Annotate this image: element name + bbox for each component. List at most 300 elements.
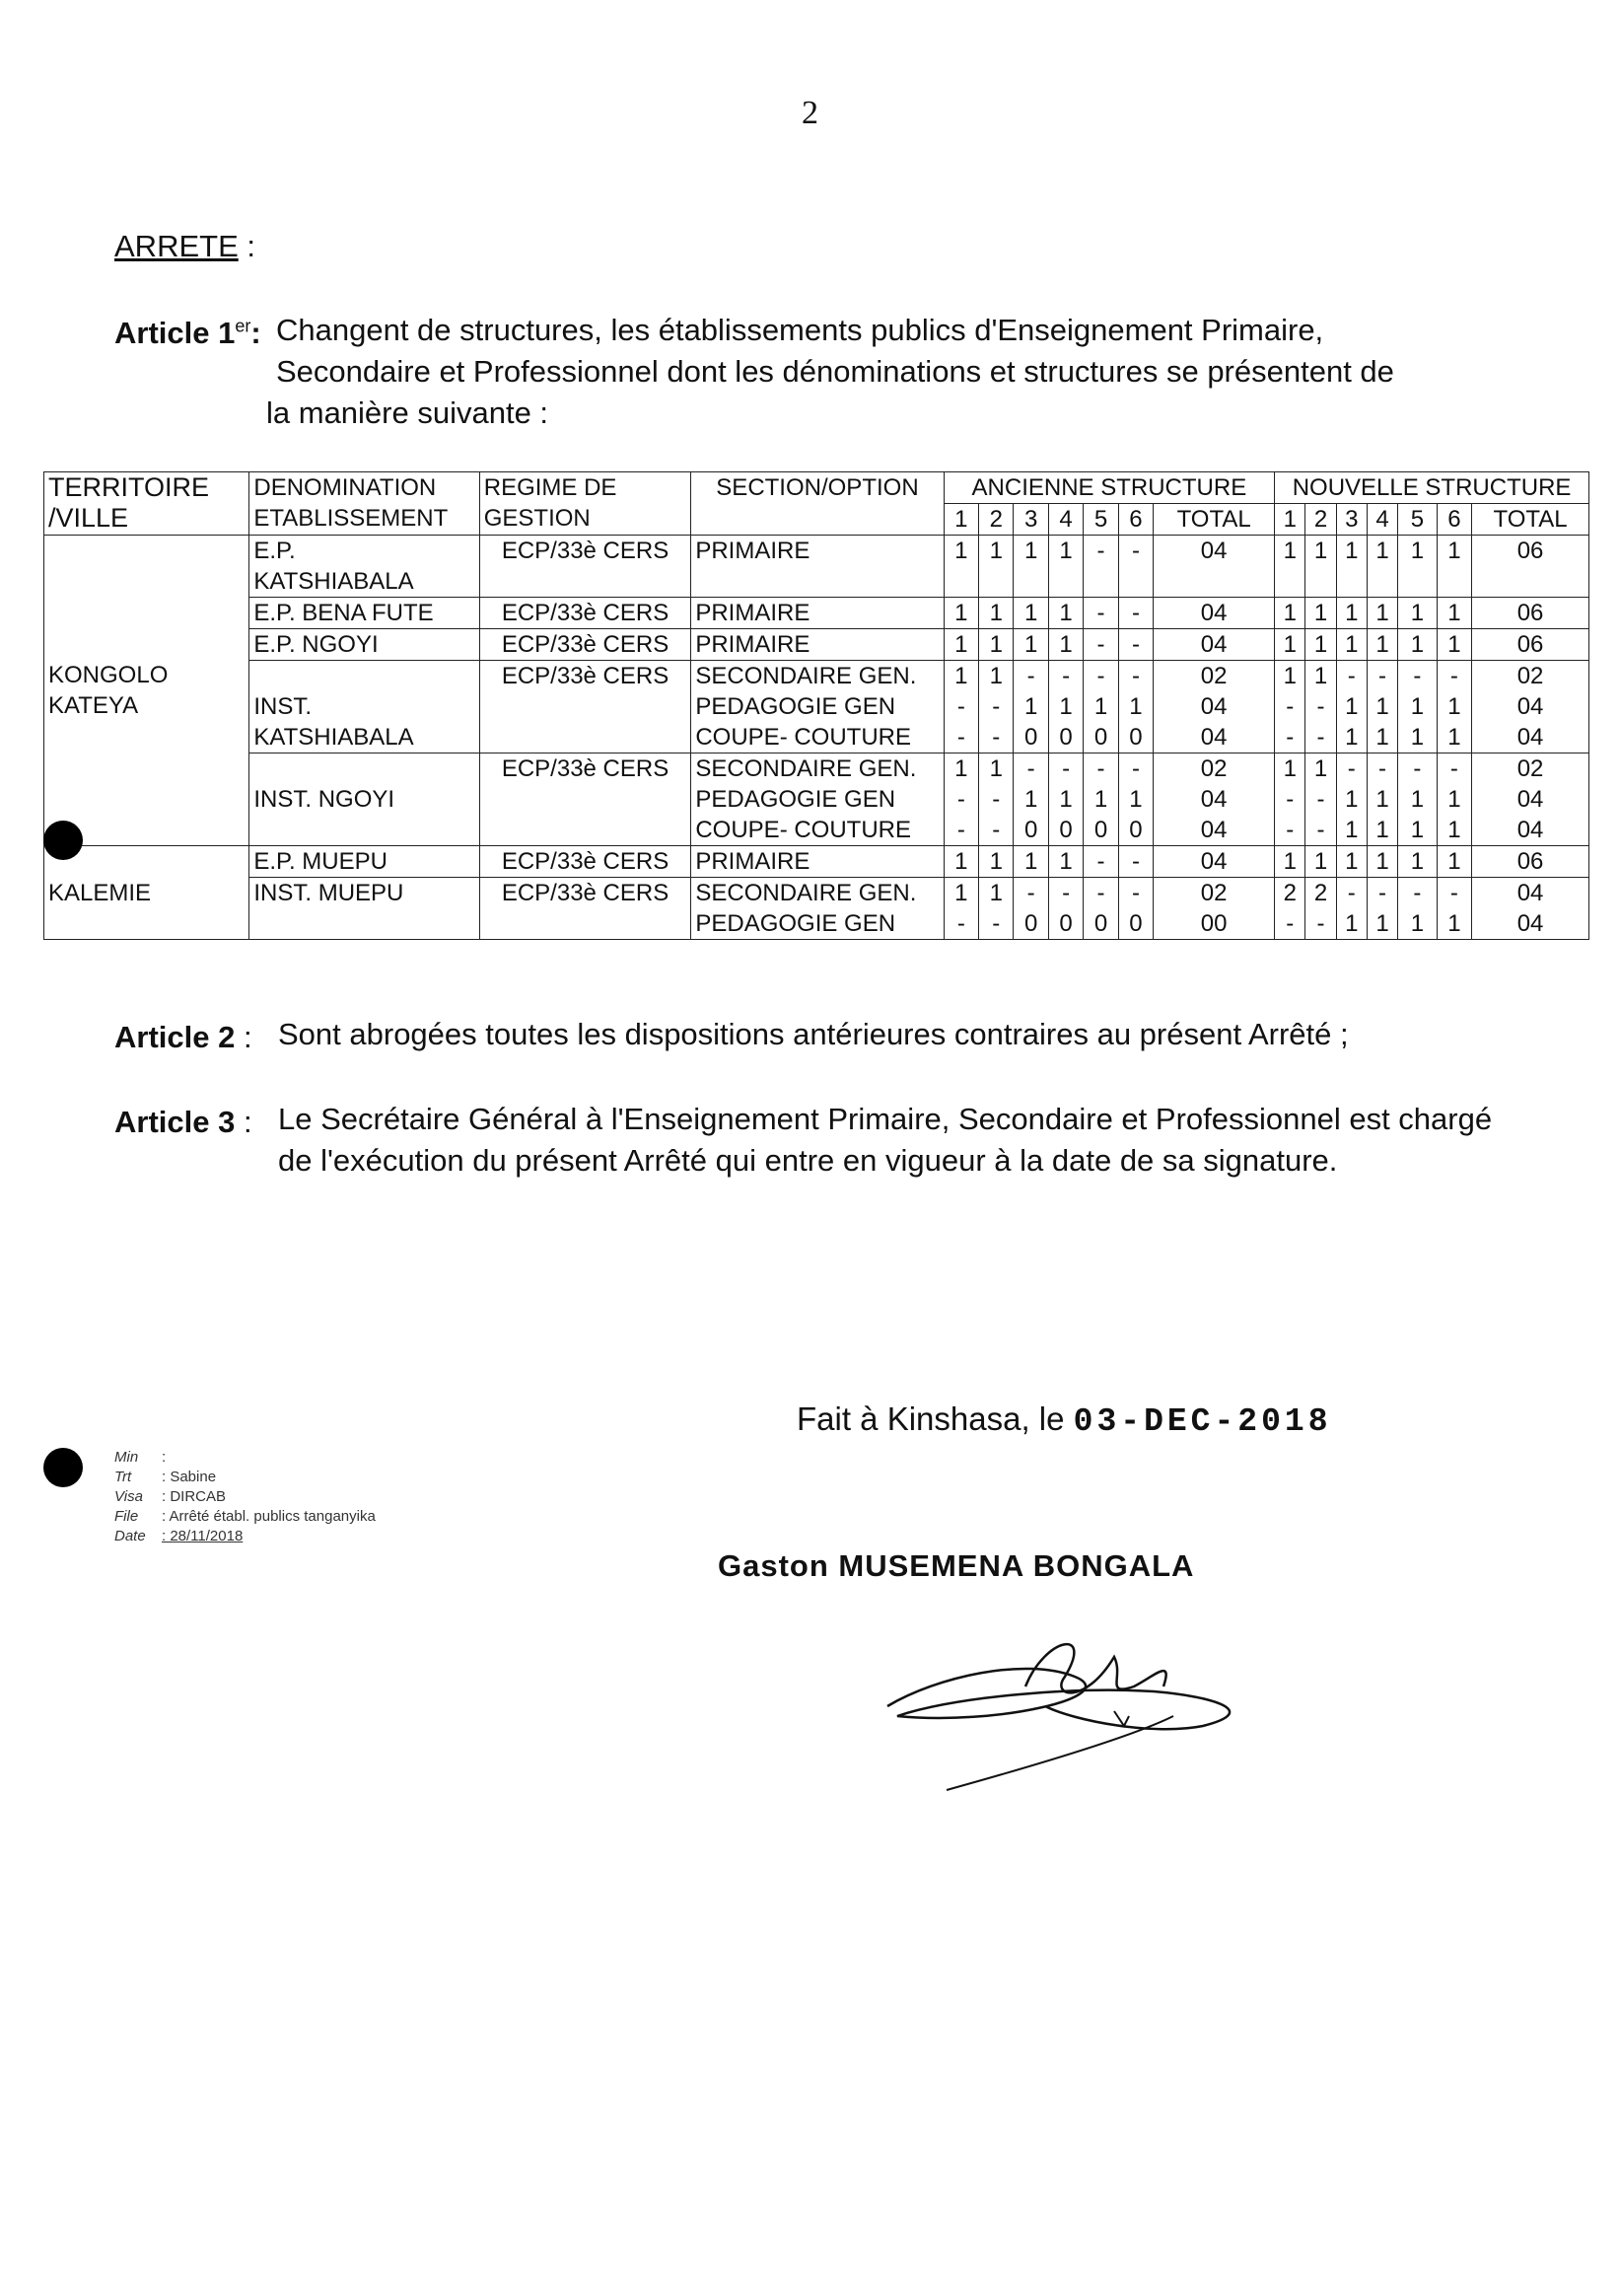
territoire-cell-line: KALEMIE: [48, 879, 152, 906]
nouvelle-year-cell-line: 1: [1345, 631, 1359, 658]
ancienne-year-cell-line: -: [992, 786, 1001, 813]
section-cell-line: PEDAGOGIE GEN: [695, 693, 896, 720]
ancienne-year-cell: [1118, 661, 1153, 753]
nouvelle-year-cell-line: 1: [1375, 848, 1389, 875]
nouvelle-year-cell-line: 1: [1410, 848, 1425, 875]
ancienne-year-cell-line: 1: [989, 755, 1003, 782]
nouvelle-year-cell-line: 1: [1345, 724, 1359, 751]
ancienne-year-cell-line: -: [1096, 663, 1105, 689]
ancienne-year-cell-line: -: [956, 724, 965, 751]
ancienne-year-cell-line: -: [1131, 631, 1140, 658]
ancienne-year-cell: [1048, 629, 1083, 661]
ancienne-year-cell: [979, 536, 1014, 598]
note-value: : Sabine: [162, 1469, 217, 1485]
nouvelle-year-cell-line: 1: [1375, 693, 1389, 720]
ancienne-year-cell-line: -: [1131, 663, 1140, 689]
nouvelle-year-cell: [1336, 753, 1367, 846]
ancienne-year-cell-line: 1: [989, 538, 1003, 564]
nouvelle-year-cell: [1367, 878, 1397, 940]
section-cell: [691, 598, 944, 629]
nouvelle-year-cell-line: 1: [1375, 600, 1389, 626]
denomination-cell: [249, 661, 479, 753]
note-key: Min: [114, 1449, 139, 1466]
ancienne-year-cell-line: 0: [1024, 817, 1038, 843]
ancienne-year-cell: [1014, 661, 1048, 753]
nouvelle-year-cell-line: 1: [1345, 538, 1359, 564]
header-text: REGIME DE: [483, 474, 617, 501]
signature-image: [878, 1617, 1272, 1795]
ancienne-year-cell-line: -: [956, 786, 965, 813]
ancienne-year-cell: [1048, 598, 1083, 629]
regime-cell: ECP/33è CERS: [479, 846, 691, 878]
section-cell: [691, 753, 944, 846]
ancienne-year-cell-line: 1: [989, 663, 1003, 689]
section-cell: [691, 878, 944, 940]
ancienne-year-cell: [1048, 661, 1083, 753]
article3-label: [114, 1105, 252, 1140]
nouvelle-year-cell: [1398, 598, 1438, 629]
nouvelle-year-cell: [1367, 753, 1397, 846]
nouvelle-year-cell-line: -: [1316, 786, 1325, 813]
article1-label-colon: :: [250, 316, 261, 350]
nouvelle-year-cell-line: 1: [1447, 693, 1461, 720]
ancienne-year-cell: [979, 878, 1014, 940]
nouvelle-year-cell-line: 1: [1375, 817, 1389, 843]
denomination-cell-line: INST.: [253, 693, 313, 720]
note-value: : Arrêté établ. publics tanganyika: [162, 1508, 376, 1525]
nouvelle-year-cell-line: 2: [1313, 880, 1328, 906]
nouvelle-year-cell: [1275, 536, 1305, 598]
nouvelle-total-cell-line: 04: [1516, 724, 1544, 751]
nouvelle-total-cell: [1472, 629, 1589, 661]
denomination-cell: [249, 753, 479, 846]
ancienne-year-cell-line: 1: [1093, 786, 1108, 813]
header-year-col: 2: [979, 504, 1014, 536]
ancienne-year-cell-line: -: [1131, 600, 1140, 626]
ancienne-year-cell-line: 1: [1059, 600, 1073, 626]
denomination-cell-line: KATSHIABALA: [253, 568, 414, 595]
ancienne-year-cell-line: 1: [989, 848, 1003, 875]
ancienne-year-cell-line: 1: [1129, 693, 1143, 720]
nouvelle-year-cell-line: 1: [1283, 755, 1297, 782]
nouvelle-year-cell-line: -: [1286, 786, 1295, 813]
ancienne-total-cell: [1154, 753, 1275, 846]
ancienne-year-cell-line: 1: [1024, 693, 1038, 720]
date-stamp: 03-DEC-2018: [1073, 1403, 1332, 1440]
article3-line: de l'exécution du présent Arrêté qui entre en vigueur à la date de sa signature.: [278, 1143, 1338, 1178]
ancienne-year-cell-line: 1: [1129, 786, 1143, 813]
regime-cell: ECP/33è CERS: [479, 598, 691, 629]
table-row: [44, 536, 1589, 598]
header-ancienne: ANCIENNE STRUCTURE: [944, 472, 1275, 504]
nouvelle-year-cell: [1305, 753, 1336, 846]
ancienne-year-cell-line: 0: [1093, 910, 1108, 937]
nouvelle-year-cell-line: 1: [1313, 755, 1328, 782]
article1-line: Changent de structures, les établissements publics d'Enseignement Primaire,: [276, 313, 1324, 347]
nouvelle-year-cell: [1305, 878, 1336, 940]
ancienne-year-cell: [979, 753, 1014, 846]
ancienne-year-cell: [1118, 846, 1153, 878]
denomination-cell: [249, 536, 479, 598]
nouvelle-year-cell-line: -: [1316, 693, 1325, 720]
footer-note: [114, 1507, 376, 1527]
nouvelle-year-cell-line: 1: [1313, 538, 1328, 564]
nouvelle-year-cell-line: -: [1286, 693, 1295, 720]
ancienne-year-cell: [979, 661, 1014, 753]
section-cell-line: PRIMAIRE: [695, 600, 810, 626]
ancienne-year-cell-line: -: [1062, 755, 1071, 782]
nouvelle-year-cell-line: 1: [1313, 600, 1328, 626]
table-body: [44, 536, 1589, 940]
ancienne-year-cell-line: -: [992, 817, 1001, 843]
nouvelle-year-cell: [1398, 878, 1438, 940]
nouvelle-year-cell: [1398, 661, 1438, 753]
nouvelle-year-cell-line: 1: [1447, 786, 1461, 813]
section-cell-line: SECONDAIRE GEN.: [695, 663, 917, 689]
ancienne-year-cell-line: -: [992, 724, 1001, 751]
nouvelle-year-cell-line: 1: [1447, 848, 1461, 875]
ancienne-year-cell-line: 0: [1093, 817, 1108, 843]
table-row: [44, 846, 1589, 878]
arrete-colon: :: [238, 229, 255, 263]
article3-text: [278, 1099, 1520, 1182]
header-year-col: 3: [1014, 504, 1048, 536]
ancienne-year-cell-line: -: [956, 693, 965, 720]
denomination-cell-line: INST. NGOYI: [253, 786, 395, 813]
header-text: ETABLISSEMENT: [253, 505, 449, 532]
nouvelle-total-cell-line: 04: [1516, 786, 1544, 813]
section-cell-line: SECONDAIRE GEN.: [695, 755, 917, 782]
ancienne-year-cell-line: -: [1131, 538, 1140, 564]
footer-note: [114, 1448, 376, 1468]
ancienne-year-cell-line: -: [1096, 538, 1105, 564]
ancienne-year-cell-line: -: [1062, 663, 1071, 689]
ancienne-year-cell-line: -: [1026, 880, 1035, 906]
ancienne-year-cell: [1118, 753, 1153, 846]
ancienne-total-cell: [1154, 878, 1275, 940]
nouvelle-year-cell-line: -: [1316, 910, 1325, 937]
ancienne-year-cell-line: 1: [954, 755, 968, 782]
section-cell-line: PRIMAIRE: [695, 848, 810, 875]
nouvelle-year-cell: [1275, 878, 1305, 940]
nouvelle-year-cell-line: 1: [1345, 817, 1359, 843]
ancienne-year-cell-line: 1: [954, 631, 968, 658]
ancienne-total-cell-line: 04: [1200, 693, 1228, 720]
arrete-word: ARRETE: [114, 229, 239, 263]
nouvelle-year-cell: [1275, 846, 1305, 878]
nouvelle-year-cell: [1336, 878, 1367, 940]
article2-label: [114, 1020, 252, 1055]
ancienne-year-cell-line: 0: [1093, 724, 1108, 751]
page-number: 2: [802, 95, 818, 131]
header-total: TOTAL: [1154, 504, 1275, 536]
ancienne-year-cell-line: 0: [1059, 724, 1073, 751]
nouvelle-year-cell-line: 1: [1313, 848, 1328, 875]
nouvelle-year-cell-line: 1: [1410, 724, 1425, 751]
regime-cell: ECP/33è CERS: [479, 661, 691, 753]
nouvelle-total-cell-line: 04: [1516, 693, 1544, 720]
nouvelle-year-cell: [1275, 629, 1305, 661]
table-row: [44, 598, 1589, 629]
nouvelle-year-cell-line: 1: [1283, 848, 1297, 875]
nouvelle-total-cell-line: 04: [1516, 880, 1544, 906]
ancienne-year-cell-line: -: [1062, 880, 1071, 906]
denomination-cell: [249, 598, 479, 629]
ancienne-year-cell-line: 1: [1059, 786, 1073, 813]
ancienne-year-cell-line: 0: [1024, 910, 1038, 937]
ancienne-year-cell-line: -: [1131, 755, 1140, 782]
nouvelle-year-cell-line: -: [1378, 663, 1386, 689]
nouvelle-year-cell: [1367, 846, 1397, 878]
ancienne-year-cell: [1084, 598, 1118, 629]
nouvelle-year-cell-line: 1: [1410, 817, 1425, 843]
ancienne-year-cell-line: 1: [954, 880, 968, 906]
nouvelle-year-cell-line: 1: [1447, 817, 1461, 843]
section-cell-line: PRIMAIRE: [695, 631, 810, 658]
header-total: TOTAL: [1472, 504, 1589, 536]
nouvelle-year-cell-line: 1: [1375, 910, 1389, 937]
denomination-cell-line: [253, 661, 474, 691]
nouvelle-year-cell-line: 1: [1410, 600, 1425, 626]
regime-cell: ECP/33è CERS: [479, 878, 691, 940]
ancienne-year-cell-line: 1: [1024, 631, 1038, 658]
nouvelle-year-cell: [1305, 661, 1336, 753]
nouvelle-year-cell-line: 1: [1410, 910, 1425, 937]
ancienne-year-cell-line: 1: [1024, 786, 1038, 813]
place-date: [797, 1400, 1332, 1440]
ancienne-year-cell: [1084, 753, 1118, 846]
header-year-col: 6: [1437, 504, 1471, 536]
section-cell: [691, 846, 944, 878]
ancienne-year-cell: [1118, 878, 1153, 940]
nouvelle-year-cell: [1336, 846, 1367, 878]
nouvelle-year-cell: [1398, 753, 1438, 846]
ancienne-year-cell: [944, 629, 978, 661]
nouvelle-total-cell: [1472, 598, 1589, 629]
note-key: Visa: [114, 1488, 143, 1505]
ancienne-year-cell-line: 1: [1093, 693, 1108, 720]
ancienne-year-cell: [944, 661, 978, 753]
note-key: Trt: [114, 1469, 132, 1485]
footer-notes: [114, 1448, 376, 1546]
ancienne-year-cell-line: 1: [1059, 848, 1073, 875]
ancienne-year-cell-line: -: [1096, 755, 1105, 782]
header-territoire: [44, 472, 249, 536]
nouvelle-year-cell-line: -: [1378, 880, 1386, 906]
header-year-col: 3: [1336, 504, 1367, 536]
territoire-cell-line: KATEYA: [48, 692, 139, 719]
nouvelle-year-cell-line: -: [1347, 663, 1356, 689]
nouvelle-year-cell-line: 1: [1375, 538, 1389, 564]
nouvelle-year-cell-line: -: [1347, 880, 1356, 906]
nouvelle-year-cell-line: 1: [1313, 631, 1328, 658]
ancienne-year-cell-line: 1: [989, 600, 1003, 626]
section-cell-line: PEDAGOGIE GEN: [695, 786, 896, 813]
header-text: /VILLE: [48, 503, 129, 533]
territoire-cell: [44, 536, 249, 846]
ancienne-year-cell: [944, 846, 978, 878]
nouvelle-year-cell: [1305, 536, 1336, 598]
nouvelle-year-cell-line: 1: [1283, 600, 1297, 626]
note-key: Date: [114, 1528, 146, 1544]
ancienne-year-cell-line: 1: [1024, 848, 1038, 875]
footer-note: [114, 1468, 376, 1487]
nouvelle-year-cell-line: -: [1449, 880, 1458, 906]
ancienne-total-cell-line: 04: [1200, 848, 1228, 875]
ancienne-total-cell-line: 04: [1200, 786, 1228, 813]
table-row: [44, 661, 1589, 753]
ancienne-year-cell: [944, 753, 978, 846]
nouvelle-year-cell-line: 1: [1447, 631, 1461, 658]
nouvelle-year-cell-line: -: [1413, 755, 1422, 782]
ancienne-year-cell: [1084, 878, 1118, 940]
signatory-name: Gaston MUSEMENA BONGALA: [718, 1548, 1195, 1583]
ancienne-year-cell: [1014, 878, 1048, 940]
denomination-cell-line: E.P. MUEPU: [253, 848, 387, 875]
header-text: DENOMINATION: [253, 474, 437, 501]
nouvelle-total-cell-line: 06: [1516, 538, 1544, 564]
note-value: : DIRCAB: [162, 1488, 227, 1505]
ancienne-year-cell: [1014, 753, 1048, 846]
nouvelle-year-cell: [1437, 536, 1471, 598]
article3-line: Le Secrétaire Général à l'Enseignement Primaire, Secondaire et Professionnel est chargé: [278, 1102, 1493, 1136]
header-year-col: 2: [1305, 504, 1336, 536]
nouvelle-year-cell-line: -: [1347, 755, 1356, 782]
nouvelle-year-cell-line: -: [1286, 910, 1295, 937]
nouvelle-total-cell-line: 04: [1516, 910, 1544, 937]
ancienne-year-cell: [979, 598, 1014, 629]
footer-note: [114, 1527, 376, 1546]
section-cell: [691, 661, 944, 753]
nouvelle-year-cell: [1367, 661, 1397, 753]
nouvelle-year-cell-line: 1: [1283, 538, 1297, 564]
ancienne-year-cell: [979, 629, 1014, 661]
arrete-heading: [114, 229, 255, 264]
ancienne-year-cell-line: 1: [954, 848, 968, 875]
section-cell: [691, 536, 944, 598]
ancienne-year-cell: [1014, 629, 1048, 661]
ancienne-year-cell-line: 1: [1024, 600, 1038, 626]
ancienne-year-cell-line: 1: [1024, 538, 1038, 564]
ancienne-total-cell-line: 02: [1200, 663, 1228, 689]
denomination-cell-line: INST. MUEPU: [253, 880, 404, 906]
nouvelle-year-cell: [1398, 536, 1438, 598]
header-denomination: [249, 472, 479, 536]
nouvelle-year-cell: [1275, 753, 1305, 846]
article1-label-sup: er: [235, 316, 251, 336]
ancienne-year-cell: [944, 598, 978, 629]
denomination-cell-line: KATSHIABALA: [253, 724, 414, 751]
nouvelle-year-cell-line: -: [1378, 755, 1386, 782]
nouvelle-year-cell: [1336, 629, 1367, 661]
ancienne-total-cell-line: 02: [1200, 755, 1228, 782]
ancienne-year-cell-line: 0: [1024, 724, 1038, 751]
section-cell-line: COUPE- COUTURE: [695, 724, 912, 751]
article1-line: Secondaire et Professionnel dont les dénominations et structures se présentent de: [276, 354, 1394, 389]
nouvelle-total-cell-line: 02: [1516, 755, 1544, 782]
ancienne-year-cell-line: -: [992, 693, 1001, 720]
nouvelle-year-cell-line: 1: [1375, 724, 1389, 751]
nouvelle-year-cell: [1367, 598, 1397, 629]
ancienne-year-cell-line: 0: [1059, 817, 1073, 843]
structure-table: [43, 471, 1589, 940]
nouvelle-total-cell-line: 06: [1516, 600, 1544, 626]
regime-cell: ECP/33è CERS: [479, 536, 691, 598]
nouvelle-year-cell-line: 1: [1345, 693, 1359, 720]
nouvelle-year-cell-line: 1: [1283, 631, 1297, 658]
nouvelle-year-cell: [1437, 878, 1471, 940]
nouvelle-year-cell-line: 1: [1447, 910, 1461, 937]
nouvelle-total-cell-line: 02: [1516, 663, 1544, 689]
article1-label: [114, 316, 261, 351]
nouvelle-year-cell-line: 1: [1375, 786, 1389, 813]
nouvelle-total-cell: [1472, 878, 1589, 940]
denomination-cell: [249, 629, 479, 661]
nouvelle-year-cell-line: 1: [1345, 910, 1359, 937]
header-nouvelle: NOUVELLE STRUCTURE: [1275, 472, 1589, 504]
note-value: : 28/11/2018: [162, 1528, 244, 1544]
nouvelle-year-cell-line: 1: [1410, 631, 1425, 658]
ancienne-total-cell-line: 02: [1200, 880, 1228, 906]
table-row: [44, 878, 1589, 940]
denomination-cell-line: E.P.: [253, 538, 296, 564]
punch-hole-dot: [43, 1448, 83, 1487]
nouvelle-year-cell: [1437, 753, 1471, 846]
ancienne-total-cell: [1154, 598, 1275, 629]
ancienne-year-cell-line: 1: [989, 631, 1003, 658]
ancienne-year-cell-line: -: [1131, 880, 1140, 906]
nouvelle-year-cell: [1305, 598, 1336, 629]
ancienne-year-cell: [1084, 536, 1118, 598]
nouvelle-year-cell: [1275, 598, 1305, 629]
section-cell-line: COUPE- COUTURE: [695, 817, 912, 843]
ancienne-total-cell: [1154, 629, 1275, 661]
nouvelle-year-cell-line: 1: [1410, 693, 1425, 720]
punch-hole-dot: [43, 821, 83, 860]
nouvelle-total-cell: [1472, 661, 1589, 753]
nouvelle-year-cell-line: 1: [1447, 600, 1461, 626]
ancienne-year-cell: [1118, 598, 1153, 629]
header-text: GESTION: [483, 505, 591, 532]
article3-colon: :: [235, 1105, 252, 1139]
article2-label-text: Article 2: [114, 1020, 236, 1054]
denomination-cell: [249, 878, 479, 940]
article2-text: Sont abrogées toutes les dispositions antérieures contraires au présent Arrêté ;: [278, 1017, 1349, 1051]
section-cell-line: PEDAGOGIE GEN: [695, 910, 896, 937]
nouvelle-year-cell-line: 1: [1410, 786, 1425, 813]
ancienne-year-cell-line: 0: [1059, 910, 1073, 937]
nouvelle-year-cell: [1336, 661, 1367, 753]
ancienne-year-cell-line: -: [1026, 755, 1035, 782]
ancienne-total-cell-line: 04: [1200, 631, 1228, 658]
nouvelle-year-cell: [1275, 661, 1305, 753]
section-cell-line: PRIMAIRE: [695, 538, 810, 564]
nouvelle-total-cell: [1472, 753, 1589, 846]
nouvelle-year-cell: [1367, 629, 1397, 661]
nouvelle-year-cell: [1367, 536, 1397, 598]
nouvelle-year-cell: [1336, 598, 1367, 629]
nouvelle-total-cell: [1472, 536, 1589, 598]
nouvelle-year-cell: [1437, 598, 1471, 629]
ancienne-total-cell: [1154, 661, 1275, 753]
article1-text: [266, 310, 1479, 434]
article3-label-text: Article 3: [114, 1105, 236, 1139]
nouvelle-total-cell-line: 04: [1516, 817, 1544, 843]
note-value: :: [162, 1449, 167, 1466]
nouvelle-year-cell-line: 1: [1410, 538, 1425, 564]
ancienne-year-cell-line: -: [1096, 631, 1105, 658]
ancienne-year-cell-line: 1: [1059, 693, 1073, 720]
